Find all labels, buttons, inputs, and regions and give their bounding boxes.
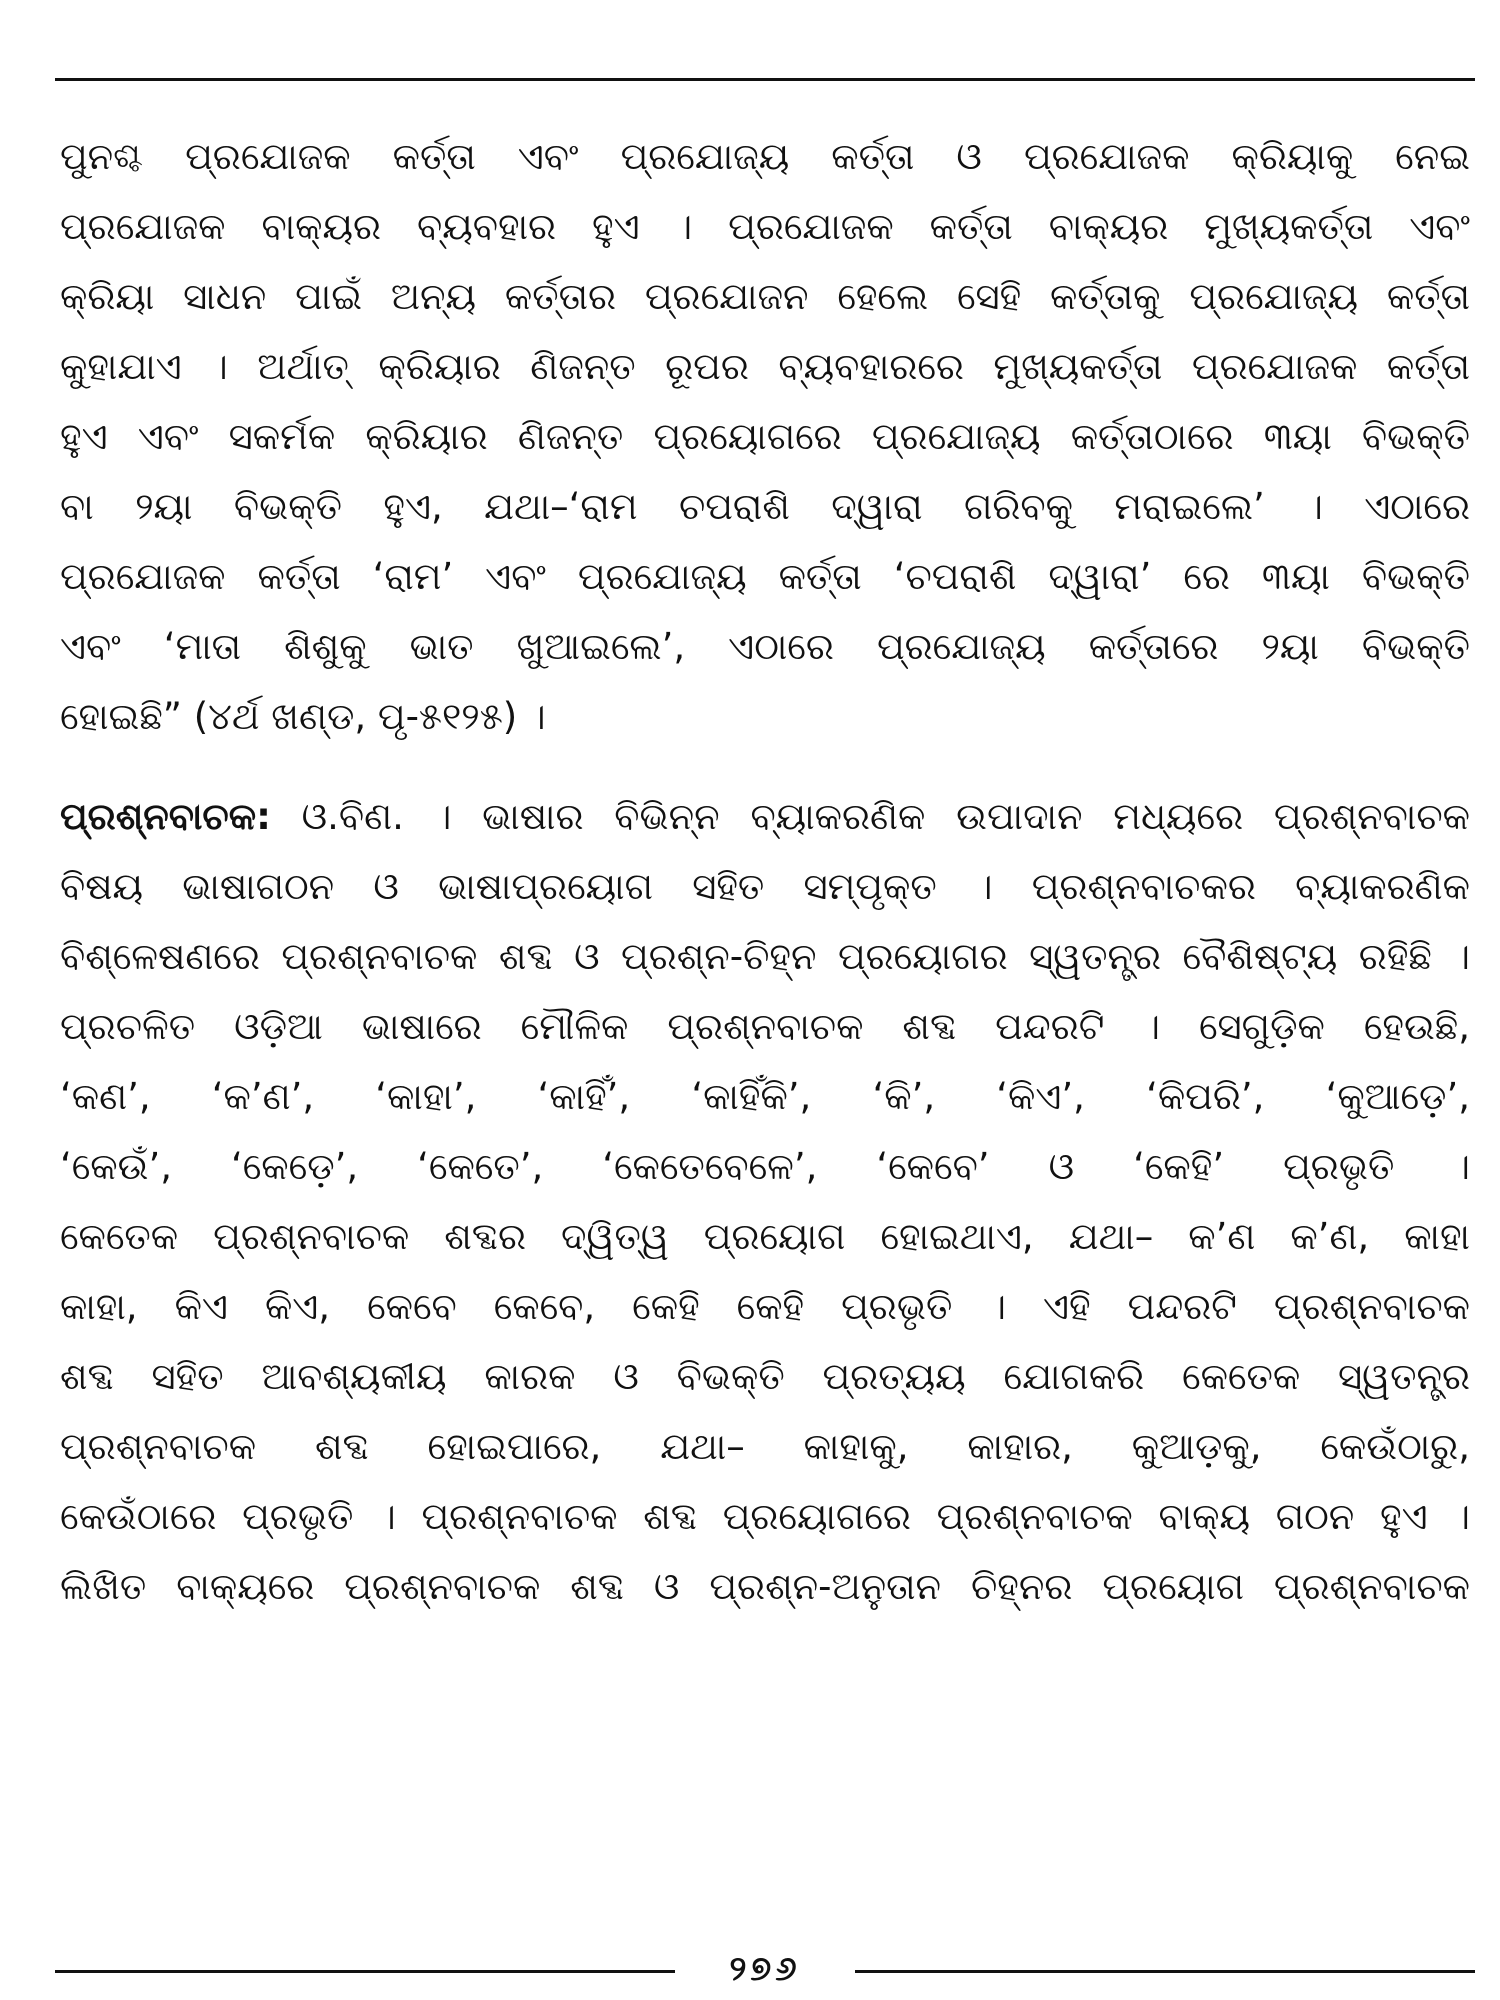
text-line: ଏବଂ ‘ମାତା ଶିଶୁକୁ ଭାତ ଖୁଆଇଲେ’, ଏଠାରେ ପ୍ରଯୋଜ୍ୟ କର୍ତ୍ତାରେ ୨ୟା ବିଭକ୍ତି bbox=[60, 625, 1470, 668]
text-line: ହୁଏ ଏବଂ ସକର୍ମକ କ୍ରିୟାର ଣିଜନ୍ତ ପ୍ରୟୋଗରେ ପ୍ରଯୋଜ୍ୟ କର୍ତ୍ତାଠାରେ ୩ୟା ବିଭକ୍ତି bbox=[60, 415, 1470, 458]
text-line: ପ୍ରଯୋଜକ କର୍ତ୍ତା ‘ରାମ’ ଏବଂ ପ୍ରଯୋଜ୍ୟ କର୍ତ୍ତା ‘ଚପରାଶି ଦ୍ୱାରା’ ରେ ୩ୟା ବିଭକ୍ତି bbox=[60, 555, 1470, 598]
text-line: କାହା, କିଏ କିଏ, କେବେ କେବେ, କେହି କେହି ପ୍ରଭୃତି । ଏହି ପନ୍ଦରଟି ପ୍ରଶ୍ନବାଚକ bbox=[60, 1285, 1470, 1328]
text-line: ବିଶ୍ଳେଷଣରେ ପ୍ରଶ୍ନବାଚକ ଶବ୍ଦ ଓ ପ୍ରଶ୍ନ-ଚିହ୍ନ ପ୍ରୟୋଗର ସ୍ୱତନ୍ତ୍ର ବୈଶିଷ୍ଟ୍ୟ ରହିଛି । bbox=[60, 935, 1470, 978]
text-line: ବା ୨ୟା ବିଭକ୍ତି ହୁଏ, ଯଥା–‘ରାମ ଚପରାଶି ଦ୍ୱାରା ଗରିବକୁ ମରାଇଲେ’ । ଏଠାରେ bbox=[60, 485, 1470, 528]
text-line: ଲିଖିତ ବାକ୍ୟରେ ପ୍ରଶ୍ନବାଚକ ଶବ୍ଦ ଓ ପ୍ରଶ୍ନ-ଅନୁତାନ ଚିହ୍ନର ପ୍ରୟୋଗ ପ୍ରଶ୍ନବାଚକ bbox=[60, 1565, 1470, 1608]
page-body bbox=[60, 122, 1470, 1622]
paragraph-2 bbox=[60, 782, 1470, 1622]
entry-term: ପ୍ରଶ୍ନବାଚକ: bbox=[60, 795, 271, 838]
paragraph-1 bbox=[60, 122, 1470, 752]
page-number: ୨୭୬ bbox=[729, 1949, 801, 1989]
entry-definition-start: ଓ.ବିଣ. । ଭାଷାର ବିଭିନ୍ନ ବ୍ୟାକରଣିକ ଉପାଦାନ ମଧ୍ୟରେ ପ୍ରଶ୍ନବାଚକ bbox=[270, 795, 1470, 838]
paragraph-gap bbox=[60, 752, 1470, 782]
footer-rule-right bbox=[855, 1970, 1475, 1973]
text-line: କୁହାଯାଏ । ଅର୍ଥାତ୍ କ୍ରିୟାର ଣିଜନ୍ତ ରୂପର ବ୍ୟବହାରରେ ମୁଖ୍ୟକର୍ତ୍ତା ପ୍ରଯୋଜକ କର୍ତ୍ତା bbox=[60, 345, 1470, 388]
top-rule bbox=[55, 78, 1475, 81]
footer-rule-left bbox=[55, 1970, 675, 1973]
text-line: କେତେକ ପ୍ରଶ୍ନବାଚକ ଶବ୍ଦର ଦ୍ୱିତ୍ୱ ପ୍ରୟୋଗ ହୋଇଥାଏ, ଯଥା– କ’ଣ କ’ଣ, କାହା bbox=[60, 1215, 1470, 1258]
text-line: କ୍ରିୟା ସାଧନ ପାଇଁ ଅନ୍ୟ କର୍ତ୍ତାର ପ୍ରଯୋଜନ ହେଲେ ସେହି କର୍ତ୍ତାକୁ ପ୍ରଯୋଜ୍ୟ କର୍ତ୍ତା bbox=[60, 275, 1470, 318]
text-line: ପ୍ରଶ୍ନବାଚକ ଶବ୍ଦ ହୋଇପାରେ, ଯଥା– କାହାକୁ, କାହାର, କୁଆଡ଼କୁ, କେଉଁଠାରୁ, bbox=[60, 1425, 1470, 1468]
text-line: ବିଷୟ ଭାଷାଗଠନ ଓ ଭାଷାପ୍ରୟୋଗ ସହିତ ସମ୍ପୃକ୍ତ । ପ୍ରଶ୍ନବାଚକର ବ୍ୟାକରଣିକ bbox=[60, 865, 1470, 908]
text-line: ‘କଣ’, ‘କ’ଣ’, ‘କାହା’, ‘କାହିଁ’, ‘କାହିଁକି’, ‘କି’, ‘କିଏ’, ‘କିପରି’, ‘କୁଆଡ଼େ’, bbox=[60, 1075, 1470, 1118]
text-line: ପ୍ରଚଳିତ ଓଡ଼ିଆ ଭାଷାରେ ମୌଳିକ ପ୍ରଶ୍ନବାଚକ ଶବ୍ଦ ପନ୍ଦରଟି । ସେଗୁଡ଼ିକ ହେଉଛି, bbox=[60, 1005, 1470, 1048]
text-line: ‘କେଉଁ’, ‘କେଡ଼େ’, ‘କେତେ’, ‘କେତେବେଳେ’, ‘କେବେ’ ଓ ‘କେହି’ ପ୍ରଭୃତି । bbox=[60, 1145, 1470, 1188]
text-line: ପ୍ରଯୋଜକ ବାକ୍ୟର ବ୍ୟବହାର ହୁଏ । ପ୍ରଯୋଜକ କର୍ତ୍ତା ବାକ୍ୟର ମୁଖ୍ୟକର୍ତ୍ତା ଏବଂ bbox=[60, 205, 1470, 248]
entry-first-line bbox=[60, 782, 1470, 852]
text-line: କେଉଁଠାରେ ପ୍ରଭୃତି । ପ୍ରଶ୍ନବାଚକ ଶବ୍ଦ ପ୍ରୟୋଗରେ ପ୍ରଶ୍ନବାଚକ ବାକ୍ୟ ଗଠନ ହୁଏ । bbox=[60, 1495, 1470, 1538]
page-footer bbox=[55, 1949, 1475, 1989]
text-line: ପୁନଶ୍ଚ ପ୍ରଯୋଜକ କର୍ତ୍ତା ଏବଂ ପ୍ରଯୋଜ୍ୟ କର୍ତ୍ତା ଓ ପ୍ରଯୋଜକ କ୍ରିୟାକୁ ନେଇ bbox=[60, 135, 1470, 178]
text-line: ହୋଇଛି” (୪ର୍ଥ ଖଣ୍ଡ, ପୃ-୫୧୨୫) । bbox=[60, 695, 546, 738]
text-line: ଶବ୍ଦ ସହିତ ଆବଶ୍ୟକୀୟ କାରକ ଓ ବିଭକ୍ତି ପ୍ରତ୍ୟୟ ଯୋଗକରି କେତେକ ସ୍ୱତନ୍ତ୍ର bbox=[60, 1355, 1470, 1398]
